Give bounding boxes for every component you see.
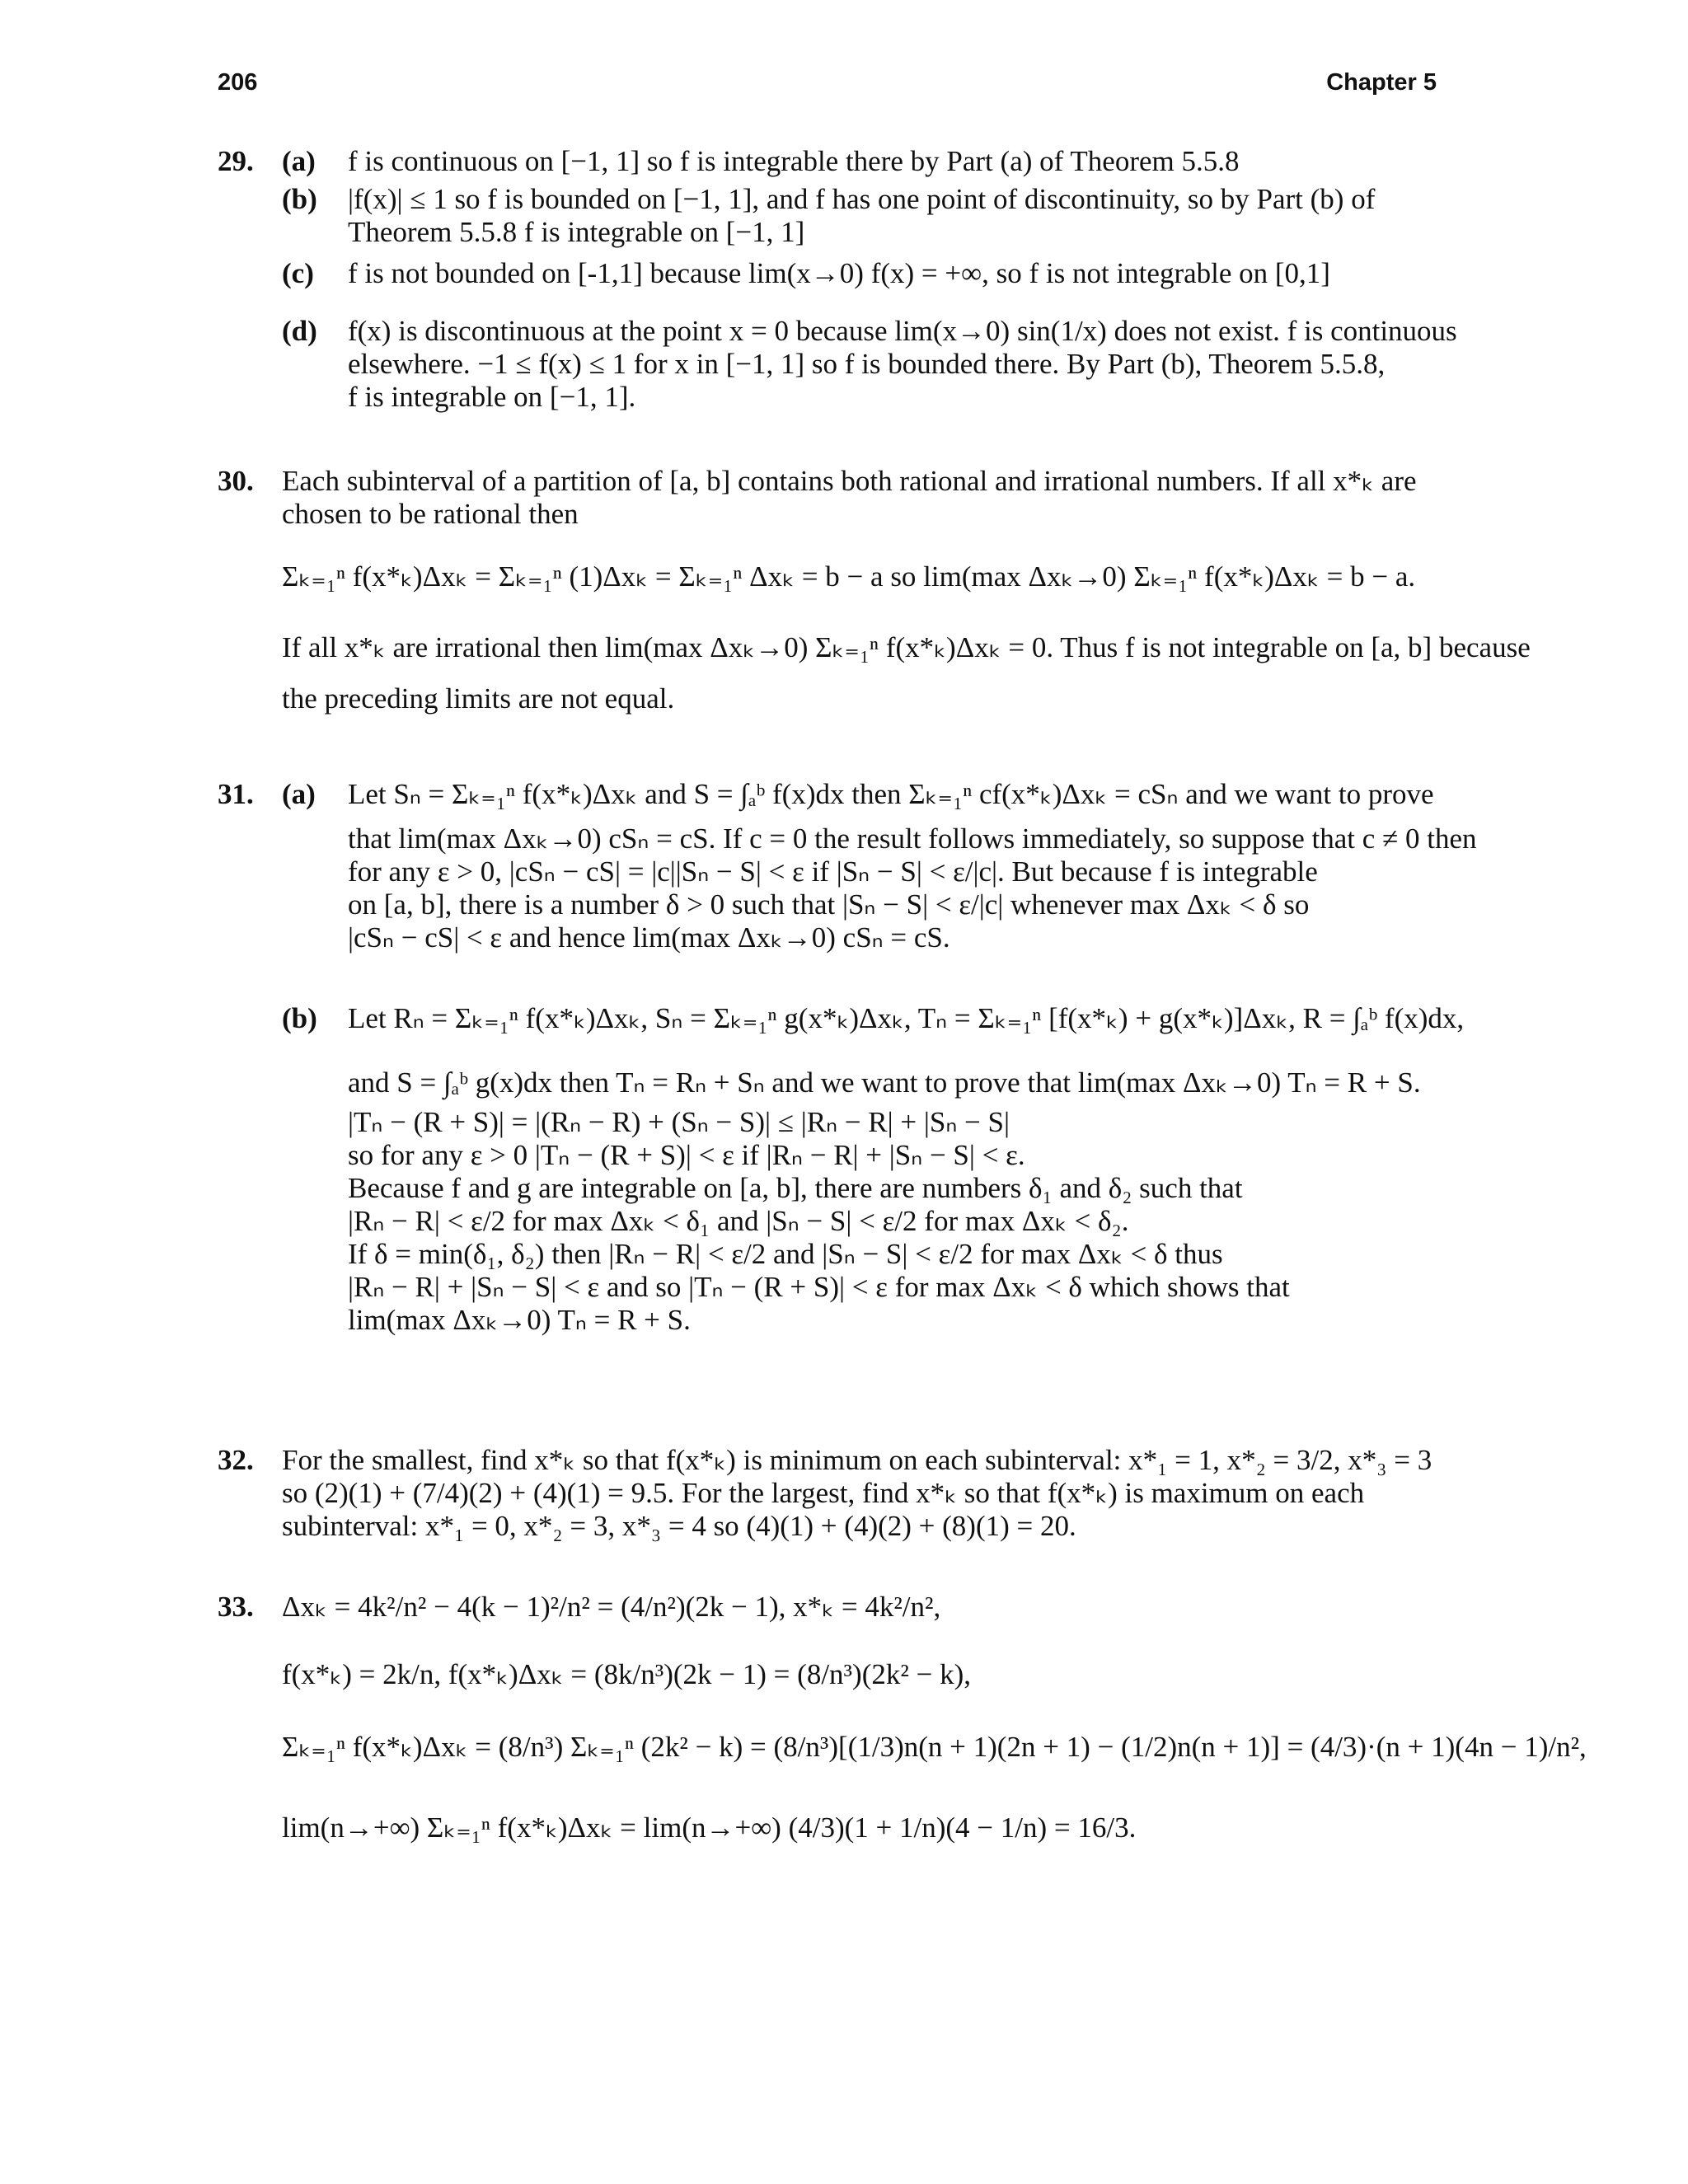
text-line: chosen to be rational then: [282, 498, 579, 530]
problem-number: 29.: [218, 145, 254, 177]
text-line: for any ε > 0, |cSₙ − cS| = |c||Sₙ − S| < ε if |Sₙ − S| < ε/|c|. But because f is integrable: [348, 855, 1318, 888]
problem-33: [218, 1591, 1587, 1844]
text-line: that lim(max Δxₖ→0) cSₙ = cS. If c = 0 the result follows immediately, so suppose that c ≠ 0 then: [348, 823, 1477, 855]
text-line: |Rₙ − R| < ε/2 for max Δxₖ < δ₁ and |Sₙ − S| < ε/2 for max Δxₖ < δ₂.: [348, 1205, 1129, 1237]
text-line: on [a, b], there is a number δ > 0 such that |Sₙ − S| < ε/|c| whenever max Δxₖ < δ so: [348, 888, 1310, 921]
part-b: [282, 183, 1437, 249]
text-line: |cSₙ − cS| < ε and hence lim(max Δxₖ→0) cSₙ = cS.: [348, 921, 950, 954]
problem-29: [218, 145, 1457, 419]
part-a: [282, 778, 1477, 954]
formula-line: Δxₖ = 4k²/n² − 4(k − 1)²/n² = (4/n²)(2k − 1), x*ₖ = 4k²/n²,: [282, 1591, 941, 1623]
part-label: (b): [282, 183, 317, 215]
text-line: so for any ε > 0 |Tₙ − (R + S)| < ε if |Rₙ − R| + |Sₙ − S| < ε.: [348, 1139, 1025, 1171]
formula-line: Σₖ₌₁ⁿ f(x*ₖ)Δxₖ = Σₖ₌₁ⁿ (1)Δxₖ = Σₖ₌₁ⁿ Δxₖ = b − a so lim(max Δxₖ→0) Σₖ₌₁ⁿ f(x*ₖ)Δxₖ = b − a.: [282, 560, 1416, 593]
formula-line: f(x*ₖ) = 2k/n, f(x*ₖ)Δxₖ = (8k/n³)(2k − 1) = (8/n³)(2k² − k),: [282, 1658, 971, 1690]
text-line: and S = ∫ₐᵇ g(x)dx then Tₙ = Rₙ + Sₙ and we want to prove that lim(max Δxₖ→0) Tₙ = R + S.: [348, 1066, 1421, 1099]
problem-body: [282, 465, 1531, 715]
part-label: (b): [282, 1002, 317, 1034]
problem-number: 31.: [218, 778, 254, 810]
part-a: [282, 145, 1437, 178]
text-line: f(x) is discontinuous at the point x = 0 because lim(x→0) sin(1/x) does not exist. f is continuous: [348, 315, 1457, 347]
problem-number: 32.: [218, 1444, 254, 1476]
problem-body: [282, 778, 1477, 1337]
text-line: f is continuous on [−1, 1] so f is integrable there by Part (a) of Theorem 5.5.8: [348, 145, 1240, 177]
problem-30: [218, 465, 1531, 715]
part-b: [282, 1002, 1465, 1337]
chapter-title: Chapter 5: [1326, 69, 1437, 96]
problem-number: 30.: [218, 465, 254, 497]
text-line: f is not bounded on [-1,1] because lim(x→0) f(x) = +∞, so f is not integrable on [0,1]: [348, 257, 1330, 289]
problem-32: [218, 1444, 1437, 1543]
text-line: elsewhere. −1 ≤ f(x) ≤ 1 for x in [−1, 1] so f is bounded there. By Part (b), Theorem 5.5.8,: [348, 348, 1386, 380]
formula-line: lim(n→+∞) Σₖ₌₁ⁿ f(x*ₖ)Δxₖ = lim(n→+∞) (4/3)(1 + 1/n)(4 − 1/n) = 16/3.: [282, 1811, 1137, 1844]
part-label: (a): [282, 145, 316, 177]
text-line: so (2)(1) + (7/4)(2) + (4)(1) = 9.5. For the largest, find x*ₖ so that f(x*ₖ) is maximum on each: [282, 1477, 1365, 1509]
part-d: [282, 315, 1457, 414]
problem-number: 33.: [218, 1591, 254, 1623]
part-c: [282, 257, 1437, 290]
text-line: lim(max Δxₖ→0) Tₙ = R + S.: [348, 1304, 691, 1336]
text-line: If δ = min(δ₁, δ₂) then |Rₙ − R| < ε/2 and |Sₙ − S| < ε/2 for max Δxₖ < δ thus: [348, 1238, 1223, 1270]
formula-line: Σₖ₌₁ⁿ f(x*ₖ)Δxₖ = (8/n³) Σₖ₌₁ⁿ (2k² − k) = (8/n³)[(1/3)n(n + 1)(2n + 1) − (1/2)n(n + 1)] = (4/3)·(n + 1)(4n − 1)/n²,: [282, 1731, 1587, 1763]
text-line: the preceding limits are not equal.: [282, 682, 675, 715]
text-line: For the smallest, find x*ₖ so that f(x*ₖ) is minimum on each subinterval: x*₁ = 1, x*₂ = 3/2, x*₃ = 3: [282, 1444, 1432, 1476]
text-line: |Tₙ − (R + S)| = |(Rₙ − R) + (Sₙ − S)| ≤ |Rₙ − R| + |Sₙ − S|: [348, 1106, 1010, 1138]
part-label: (a): [282, 778, 316, 810]
text-line: Each subinterval of a partition of [a, b] contains both rational and irrational numbers. If all x*ₖ are: [282, 465, 1417, 497]
problem-body: [282, 1444, 1437, 1543]
problem-body: [282, 1591, 1587, 1844]
page-number: 206: [218, 69, 258, 96]
text-line: Because f and g are integrable on [a, b], there are numbers δ₁ and δ₂ such that: [348, 1172, 1243, 1204]
text-line: f is integrable on [−1, 1].: [348, 381, 636, 413]
text-line: subinterval: x*₁ = 0, x*₂ = 3, x*₃ = 4 so (4)(1) + (4)(2) + (8)(1) = 20.: [282, 1510, 1076, 1542]
text-line: |Rₙ − R| + |Sₙ − S| < ε and so |Tₙ − (R + S)| < ε for max Δxₖ < δ which shows that: [348, 1271, 1290, 1303]
text-line: Let Rₙ = Σₖ₌₁ⁿ f(x*ₖ)Δxₖ, Sₙ = Σₖ₌₁ⁿ g(x*ₖ)Δxₖ, Tₙ = Σₖ₌₁ⁿ [f(x*ₖ) + g(x*ₖ)]Δxₖ, R = ∫ₐᵇ f(x)dx,: [348, 1002, 1465, 1034]
part-label: (d): [282, 315, 317, 347]
part-label: (c): [282, 257, 314, 289]
text-line: If all x*ₖ are irrational then lim(max Δxₖ→0) Σₖ₌₁ⁿ f(x*ₖ)Δxₖ = 0. Thus f is not integrable on [a, b] because: [282, 631, 1531, 663]
text-line: Let Sₙ = Σₖ₌₁ⁿ f(x*ₖ)Δxₖ and S = ∫ₐᵇ f(x)dx then Σₖ₌₁ⁿ cf(x*ₖ)Δxₖ = cSₙ and we want to prove: [348, 778, 1434, 810]
text-line: Theorem 5.5.8 f is integrable on [−1, 1]: [348, 216, 805, 248]
problem-body: [282, 145, 1457, 414]
problem-31: [218, 778, 1477, 1342]
text-line: |f(x)| ≤ 1 so f is bounded on [−1, 1], and f has one point of discontinuity, so by Part (b) of: [348, 183, 1376, 215]
